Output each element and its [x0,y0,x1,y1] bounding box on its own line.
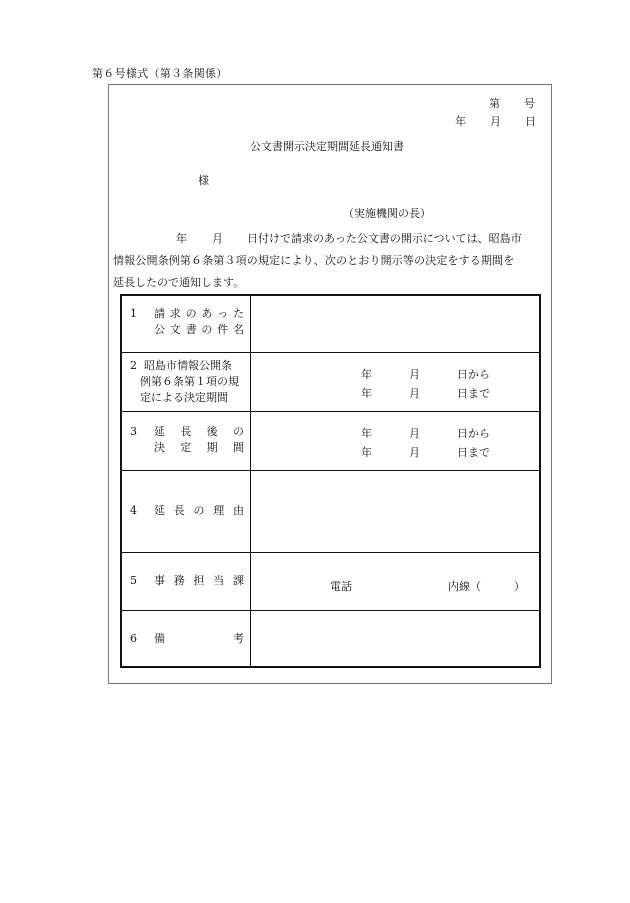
body-year: 年 [176,232,187,245]
table-row-decision-period [122,353,539,412]
details-table [120,294,541,668]
row3-from-year: 年 [361,427,372,440]
body-month: 月 [212,232,223,245]
row2-to-month: 月 [409,387,420,400]
row1-label-b: 公 文 書 の 件 名 [154,323,244,336]
number-go: 号 [524,97,535,110]
body-line2: 情報公開条例第６条第３項の規定により、次のとおり開示等の決定をする期間を [113,254,515,267]
table-row-reason [122,471,539,553]
row2-to-year: 年 [361,387,372,400]
row3-from-month: 月 [409,427,420,440]
phone-label: 電話 [330,580,352,593]
date-year: 年 [455,115,466,128]
row3-to-month: 月 [409,446,420,459]
table-row-department [122,553,539,611]
row3-from-suffix: 日から [457,427,490,440]
addressee-sama: 様 [198,174,209,187]
document-title: 公文書開示決定期間延長通知書 [250,140,404,153]
table-row-extended-period [122,412,539,471]
row6-label: 6 備 考 [130,632,244,645]
form-number-label: 第６号様式（第３条関係） [92,67,228,80]
body-line1: 日付けで請求のあった公文書の開示については、昭島市 [247,232,522,245]
body-line3: 延長したので通知します。 [113,276,245,289]
row1-label: 1 請 求 の あ っ た 公 文 書 の 件 名 [130,307,244,336]
row2-to-suffix: 日まで [457,387,490,400]
row1-label-a: 請 求 の あ っ た [154,307,244,320]
date-day: 日 [525,115,536,128]
row5-label: 5 事 務 担 当 課 [130,574,244,587]
row3-to-year: 年 [361,446,372,459]
row2-from-suffix: 日から [457,368,490,381]
extension-label: 内線（ ） [448,580,525,593]
date-month: 月 [490,115,501,128]
row2-from-year: 年 [361,368,372,381]
table-row-remarks [122,611,539,666]
row3-to-suffix: 日まで [457,446,490,459]
row4-label: 4 延 長 の 理 由 [130,504,244,517]
row2-label: 2 昭島市情報公開条 例第６条第１項の規 定による決定期間 [130,359,239,404]
row2-from-month: 月 [409,368,420,381]
number-dai: 第 [489,97,500,110]
sender-title: （実施機関の長） [343,207,431,220]
table-row-subject [122,296,539,353]
row3-label: 3 延 長 後 の 決 定 期 間 [130,425,244,454]
